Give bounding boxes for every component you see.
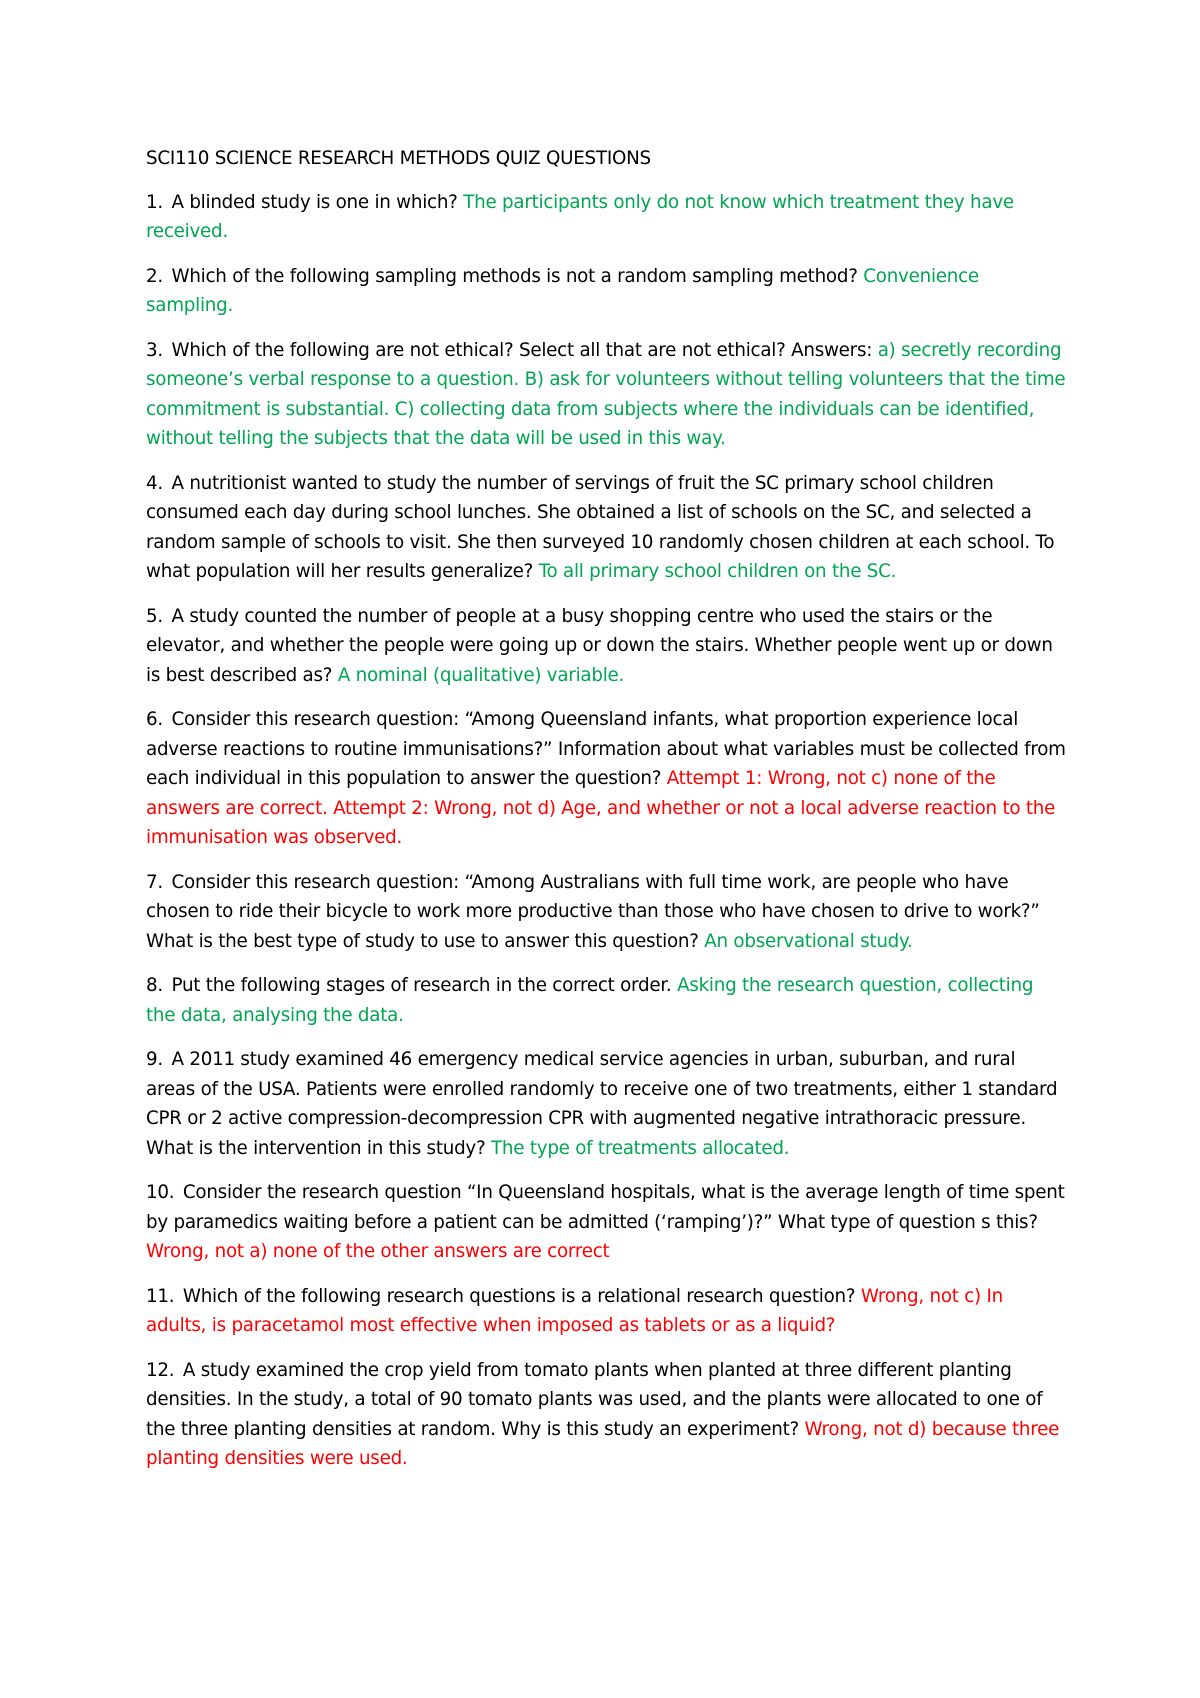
question-number: 11. [146,1285,180,1307]
question-number: 3. [146,339,169,361]
document-body [146,144,1066,1489]
correct-answer: A nominal (qualitative) variable. [337,664,625,686]
question-text: Which of the following are not ethical? Select all that are not ethical? Answers: [171,339,873,361]
question-number: 6. [146,709,169,730]
question-number: 12. [146,1359,180,1381]
question-number: 9. [146,1049,169,1070]
question-text: A nutritionist wanted to study the number of servings of fruit the SC primary school children consumed each day during school lunches. She obtained a list of schools on the SC, and selected a random sample of schools to visit. She then surveyed 10 randomly chosen children at each school. To what population will her results generalize? [146,472,1055,582]
wrong-answer: Wrong, not a) none of the other answers are correct [146,1241,610,1262]
wrong-answer: Attempt 1: Wrong, not c) none of the answers are correct. Attempt 2: Wrong, not d) Age, and whether or not a local adverse reaction to the immunisation was observed. [146,768,1056,848]
question-number: 1. [146,191,169,213]
correct-answer: a) secretly recording someone’s verbal response to a question. B) ask for volunteers without telling volunteers that the time commitment is substantial. C) collecting data from subjects where the individuals can be identified, without telling the subjects that the data will be used in this way. [146,339,1066,449]
question-number: 7. [146,871,169,893]
question-number: 2. [146,265,169,287]
page-title: SCI110 SCIENCE RESEARCH METHODS QUIZ QUESTIONS [146,148,651,169]
question-item [146,705,1066,853]
question-item [146,336,1066,454]
question-item [146,262,1066,321]
correct-answer: To all primary school children on the SC. [538,561,897,582]
question-number: 4. [146,472,169,494]
question-item [146,1282,1066,1341]
question-item [146,868,1066,957]
question-item [146,1178,1066,1267]
question-item [146,971,1066,1030]
question-item [146,188,1066,247]
question-item [146,1045,1066,1163]
question-item [146,602,1066,691]
question-text: Which of the following research questions is a relational research question? [182,1285,856,1307]
correct-answer: Convenience sampling. [146,265,979,316]
question-text: Consider this research question: “Among Australians with full time work, are people who have chosen to ride their bicycle to work more productive than those who have chosen to drive to work?” What is the best type of study to use to answer this question? [146,871,1040,952]
wrong-answer: Wrong, not d) because three planting densities were used. [146,1418,1060,1469]
question-list [146,188,1066,1474]
correct-answer: An observational study. [704,930,913,952]
question-text: Consider this research question: “Among Queensland infants, what proportion experience local adverse reactions to routine immunisations?” Information about what variables must be collected from each individual in this population to answer the question? [146,709,1066,789]
question-text: A study counted the number of people at a busy shopping centre who used the stairs or the elevator, and whether the people were going up or down the stairs. Whether people went up or down is best described as? [146,605,1053,686]
correct-answer: The type of treatments allocated. [491,1137,790,1159]
question-number: 10. [146,1182,180,1203]
question-text: A study examined the crop yield from tomato plants when planted at three different planting densities. In the study, a total of 90 tomato plants was used, and the plants were allocated to one of the three planting densities at random. Why is this study an experiment? [146,1359,1043,1440]
question-text: A 2011 study examined 46 emergency medical service agencies in urban, suburban, and rural areas of the USA. Patients were enrolled randomly to receive one of two treatments, either 1 standard CPR or 2 active compression-decompression CPR with augmented negative intrathoracic pressure. What is the intervention in this study? [146,1049,1058,1159]
wrong-answer: Wrong, not c) In adults, is paracetamol most effective when imposed as tablets or as a liquid? [146,1285,1003,1336]
question-text: Which of the following sampling methods is not a random sampling method? [171,265,858,287]
question-number: 5. [146,605,169,627]
correct-answer: Asking the research question, collecting the data, analysing the data. [146,975,1034,1026]
question-text: Put the following stages of research in the correct order. [171,975,672,996]
question-item [146,469,1066,587]
question-item [146,1356,1066,1474]
correct-answer: The participants only do not know which treatment they have received. [146,191,1014,242]
question-text: A blinded study is one in which? [171,191,458,213]
question-text: Consider the research question “In Queensland hospitals, what is the average length of time spent by paramedics waiting before a patient can be admitted (‘ramping’)?” What type of question s this? [146,1182,1065,1233]
question-number: 8. [146,975,169,996]
